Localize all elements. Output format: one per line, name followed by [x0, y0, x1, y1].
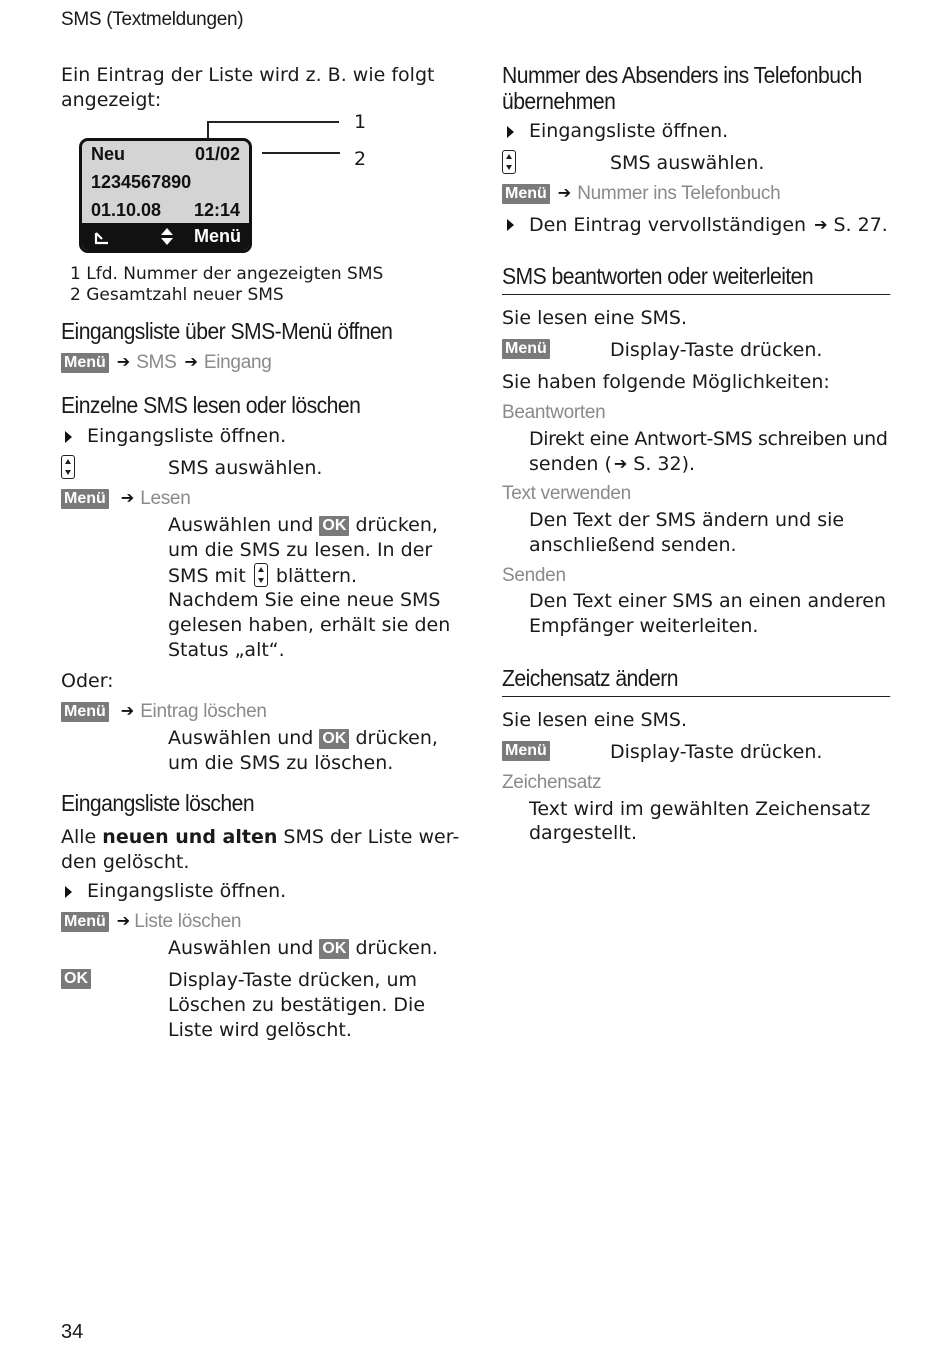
- intro-line-1: Ein Eintrag der Liste wird z. B. wie folgt: [61, 64, 435, 86]
- option-use-text-desc-2: anschließend senden.: [529, 534, 737, 556]
- bullet-triangle-icon: [507, 126, 514, 138]
- menu-item-read: Lesen: [140, 488, 191, 509]
- text: Auswählen und: [168, 937, 314, 959]
- menu-key: Menü: [61, 353, 109, 373]
- delete-list-intro-1: [61, 825, 459, 850]
- heading-reply-forward: SMS beantworten oder weiterleiten: [502, 263, 890, 295]
- legend-text: Lfd. Nummer der angezeigten SMS: [86, 264, 384, 284]
- callout-line-1-drop: [207, 121, 209, 139]
- menu-item-delete-entry: Eintrag löschen: [140, 701, 267, 722]
- up-down-icon: [160, 227, 174, 246]
- menu-softkey-2: [502, 741, 550, 761]
- option-reply-desc-1: Direkt eine Antwort-SMS schreiben und: [529, 428, 888, 450]
- bullet-triangle-icon: [65, 886, 72, 898]
- legend-text: Gesamtzahl neuer SMS: [86, 285, 284, 305]
- text: SMS mit: [168, 565, 246, 587]
- text: SMS der Liste wer-: [283, 826, 460, 848]
- text-bold: neuen und alten: [102, 826, 278, 848]
- option-charset-desc-2: dargestellt.: [529, 822, 638, 844]
- text: drücken,: [355, 514, 438, 536]
- read-desc-line-1: [168, 513, 438, 538]
- legend-item-2: [70, 285, 284, 306]
- ok-key: OK: [61, 969, 91, 989]
- menu-key: Menü: [502, 741, 550, 761]
- back-icon: [92, 227, 110, 245]
- step-open-inbox-2: Eingangsliste öffnen.: [87, 880, 287, 902]
- ok-softkey: [61, 969, 91, 989]
- text: Auswählen und: [168, 514, 314, 536]
- text: drücken.: [355, 937, 438, 959]
- display-row-1: [91, 144, 240, 165]
- read-desc-line-2: um die SMS zu lesen. In der: [168, 539, 433, 561]
- arrow-icon: ➔: [120, 488, 135, 507]
- path-delete-entry: [61, 701, 267, 723]
- page-reference: S. 27.: [833, 214, 888, 236]
- r-read-sms: Sie lesen eine SMS.: [502, 307, 687, 329]
- arrow-icon: ➔: [557, 183, 572, 202]
- path-delete-list: [61, 911, 241, 933]
- menu-key: Menü: [61, 489, 109, 509]
- path-save-number: [502, 183, 780, 205]
- menu-item-inbox: Eingang: [203, 352, 272, 373]
- heading-save-sender-2: übernehmen: [502, 88, 616, 114]
- page-reference: S. 32).: [633, 453, 696, 475]
- r-read-sms-2: Sie lesen eine SMS.: [502, 709, 687, 731]
- r-step-complete-entry: [529, 212, 888, 238]
- callout-label-1: 1: [354, 111, 367, 133]
- arrow-icon: ➔: [120, 701, 135, 720]
- ok-key: OK: [319, 729, 349, 749]
- text: drücken,: [355, 727, 438, 749]
- r-step-select-sms: SMS auswählen.: [610, 152, 765, 174]
- legend-item-1: [70, 264, 383, 285]
- arrow-icon: ➔: [116, 911, 131, 930]
- ok-key: OK: [319, 516, 349, 536]
- legend-num: 2: [70, 285, 81, 305]
- heading-save-sender-1: Nummer des Absenders ins Telefonbuch: [502, 62, 862, 88]
- arrow-icon: ➔: [184, 352, 198, 371]
- read-desc-line-5: gelesen haben, erhält sie den: [168, 614, 451, 636]
- delete-desc-line-2: um die SMS zu löschen.: [168, 752, 394, 774]
- bullet-triangle-icon: [65, 431, 72, 443]
- r-options-intro: Sie haben folgende Möglichkeiten:: [502, 371, 830, 393]
- r-step-open-inbox: Eingangsliste öffnen.: [529, 120, 729, 142]
- option-use-text-desc-1: Den Text der SMS ändern und sie: [529, 509, 845, 531]
- read-desc-line-3: [168, 563, 357, 589]
- or-label: Oder:: [61, 670, 114, 692]
- menu-key: Menü: [61, 912, 109, 932]
- menu-item-number-to-phonebook: Nummer ins Telefonbuch: [577, 183, 781, 204]
- display-status: Neu: [91, 144, 126, 164]
- arrow-icon: ➔: [116, 352, 131, 371]
- heading-read-delete: Einzelne SMS lesen oder löschen: [61, 392, 361, 418]
- display-number: 1234567890: [91, 172, 192, 192]
- ok-desc-line-2: Löschen zu bestätigen. Die: [168, 994, 426, 1016]
- delete-list-intro-2: den gelöscht.: [61, 851, 190, 873]
- display-time: 12:14: [193, 200, 240, 220]
- intro-line-2: angezeigt:: [61, 89, 162, 111]
- text: Auswählen und: [168, 727, 314, 749]
- option-reply-desc-2: [529, 451, 695, 477]
- menu-key: Menü: [502, 184, 550, 204]
- display-counter: 01/02: [194, 144, 240, 164]
- handset-display: [79, 138, 252, 253]
- arrow-icon: ➔: [613, 454, 628, 473]
- display-menu-softkey: Menü: [194, 226, 241, 246]
- menu-item-sms: SMS: [136, 352, 177, 373]
- heading-delete-list: Eingangsliste löschen: [61, 790, 255, 816]
- text: blättern.: [275, 565, 358, 587]
- navigation-key-icon: [502, 150, 516, 174]
- menu-softkey: [502, 339, 550, 359]
- navigation-key-icon: [61, 455, 75, 479]
- step-open-inbox: Eingangsliste öffnen.: [87, 425, 287, 447]
- path-sms-inbox: [61, 352, 272, 374]
- arrow-icon: ➔: [814, 215, 828, 234]
- callout-line-1: [208, 121, 339, 123]
- callout-line-2: [262, 152, 340, 154]
- display-date: 01.10.08: [91, 200, 162, 220]
- navigation-key-icon: [254, 563, 268, 587]
- text: senden (: [529, 453, 612, 475]
- option-send-desc-1: Den Text einer SMS an einen anderen: [529, 590, 887, 612]
- read-desc-line-4: Nachdem Sie eine neue SMS: [168, 589, 441, 611]
- display-softkey-bar: [82, 223, 249, 250]
- menu-item-delete-list: Liste löschen: [134, 911, 242, 932]
- text: Den Eintrag vervollständigen: [529, 214, 807, 236]
- menu-key: Menü: [61, 702, 109, 722]
- option-charset-label: Zeichensatz: [502, 772, 602, 793]
- delete-list-desc: [168, 936, 438, 961]
- delete-desc-line-1: [168, 726, 438, 751]
- path-read: [61, 488, 190, 510]
- option-send-label: Senden: [502, 565, 566, 586]
- r-press-display-key-2: Display-Taste drücken.: [610, 741, 823, 763]
- option-reply-label: Beantworten: [502, 402, 606, 423]
- callout-label-2: 2: [354, 148, 367, 170]
- heading-open-via-menu: Eingangsliste über SMS-Menü öffnen: [61, 318, 393, 344]
- r-press-display-key: Display-Taste drücken.: [610, 339, 823, 361]
- option-send-desc-2: Empfänger weiterleiten.: [529, 615, 759, 637]
- page-number: 34: [61, 1321, 84, 1343]
- running-header: SMS (Textmeldungen): [61, 9, 244, 30]
- ok-key: OK: [319, 939, 349, 959]
- ok-desc-line-1: Display-Taste drücken, um: [168, 969, 418, 991]
- read-desc-line-6: Status „alt“.: [168, 639, 285, 661]
- step-select-sms: SMS auswählen.: [168, 457, 323, 479]
- option-charset-desc-1: Text wird im gewählten Zeichensatz: [529, 798, 871, 820]
- text: Alle: [61, 826, 97, 848]
- bullet-triangle-icon: [507, 219, 514, 231]
- heading-charset: Zeichensatz ändern: [502, 665, 890, 697]
- menu-key: Menü: [502, 339, 550, 359]
- display-row-3: [91, 200, 240, 221]
- ok-desc-line-3: Liste wird gelöscht.: [168, 1019, 352, 1041]
- legend-num: 1: [70, 264, 81, 284]
- option-use-text-label: Text verwenden: [502, 483, 631, 504]
